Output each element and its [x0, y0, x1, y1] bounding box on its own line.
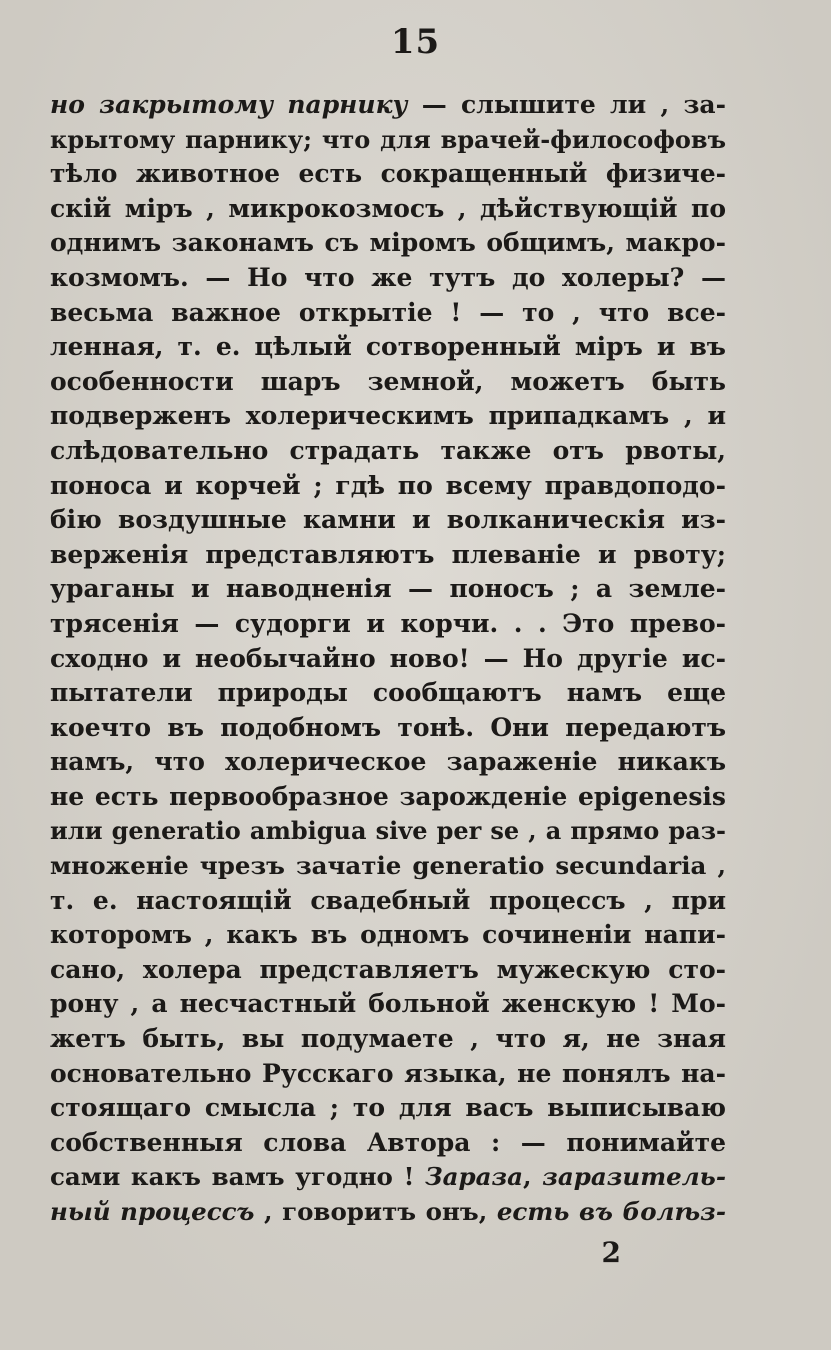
text-line: [50, 192, 726, 227]
text-segment: основательно Русскаго языка, не понялъ на-: [50, 1058, 726, 1088]
text-line: [50, 226, 726, 261]
text-line: [50, 88, 726, 123]
text-segment: скій міръ , микрокозмосъ , дѣйствующій по: [50, 193, 726, 223]
text-segment: — слышите ли , за-: [407, 90, 726, 119]
text-segment: трясенія — судорги и корчи. . . Это прево-: [50, 608, 726, 638]
text-segment: ураганы и наводненія — поносъ ; а земле-: [50, 574, 726, 604]
text-line: [50, 1160, 726, 1195]
text-segment: есть въ болѣз-: [496, 1197, 726, 1226]
text-segment: заразитель-: [542, 1162, 726, 1192]
text-line: [50, 849, 726, 884]
text-line: [50, 157, 726, 192]
text-segment: т. е. настоящій свадебный процессъ , при: [50, 885, 726, 915]
text-line: [50, 953, 726, 988]
text-segment: крытому парнику; что для врачей-философовъ: [50, 124, 726, 154]
text-line: [50, 434, 726, 469]
text-segment: верженія представляютъ плеваніе и рвоту;: [50, 539, 726, 569]
text-line: [50, 296, 726, 331]
text-segment: жетъ быть, вы подумаете , что я, не зная: [50, 1024, 726, 1054]
text-line: [50, 642, 726, 677]
text-segment: или generatio ambigua sive per se , а прямо раз-: [50, 816, 726, 846]
page-number: 15: [390, 22, 441, 62]
text-line: [50, 884, 726, 919]
text-line: [50, 780, 726, 815]
text-line: [50, 123, 726, 158]
text-segment: множеніе чрезъ зачатіе generatio secundaria ,: [50, 851, 726, 881]
text-line: [50, 538, 726, 573]
text-segment: намъ, что холерическое зараженіе никакъ: [50, 747, 726, 777]
text-line: [50, 814, 726, 849]
text-segment: которомъ , какъ въ одномъ сочиненіи напи-: [50, 920, 726, 950]
text-line: [50, 572, 726, 607]
text-line: [50, 987, 726, 1022]
text-line: [50, 365, 726, 400]
text-segment: сами какъ вамъ угодно !: [50, 1162, 425, 1192]
text-segment: коечто въ подобномъ тонѣ. Они передаютъ: [50, 712, 726, 742]
text-segment: сано, холера представляетъ мужескую сто-: [50, 954, 726, 984]
text-line: [50, 676, 726, 711]
text-segment: стоящаго смысла ; то для васъ выписываю: [50, 1093, 726, 1123]
text-segment: ный процессъ: [50, 1197, 255, 1226]
text-segment: не есть первообразное зарожденіе epigenesis: [50, 781, 726, 811]
text-segment: собственныя слова Автора : — понимайте: [50, 1127, 726, 1157]
text-line: [50, 261, 726, 296]
signature-mark: 2: [601, 1236, 621, 1269]
text-segment: особенности шаръ земной, можетъ быть: [50, 366, 726, 396]
text-line: [50, 1057, 726, 1092]
text-line: [50, 399, 726, 434]
text-segment: козмомъ. — Но что же тутъ до холеры? —: [50, 262, 726, 292]
text-line: [50, 1195, 726, 1230]
text-segment: пытатели природы сообщаютъ намъ еще: [50, 678, 726, 708]
text-segment: слѣдовательно страдать также отъ рвоты,: [50, 435, 726, 465]
text-line: [50, 711, 726, 746]
text-segment: бію воздушные камни и волканическія из-: [50, 505, 726, 535]
text-line: [50, 330, 726, 365]
body-text: [50, 88, 726, 1230]
text-line: [50, 1022, 726, 1057]
text-segment: весьма важное открытіе ! — то , что все-: [50, 297, 726, 327]
text-line: [50, 1091, 726, 1126]
text-line: [50, 918, 726, 953]
text-segment: рону , а несчастный больной женскую ! Мо-: [50, 989, 726, 1019]
text-segment: подверженъ холерическимъ припадкамъ , и: [50, 401, 726, 431]
text-segment: ленная, т. е. цѣлый сотворенный міръ и въ: [50, 332, 726, 362]
text-segment: однимъ законамъ съ міромъ общимъ, макро-: [50, 228, 726, 258]
text-segment: ,: [523, 1162, 543, 1192]
text-segment: но закрытому парнику: [50, 90, 408, 119]
text-segment: сходно и необычайно ново! — Но другіе ис-: [50, 643, 726, 673]
text-line: [50, 745, 726, 780]
text-segment: , говоритъ онъ,: [254, 1197, 497, 1226]
text-segment: поноса и корчей ; гдѣ по всему правдоподо-: [50, 470, 726, 500]
text-segment: тѣло животное есть сокращенный физиче-: [50, 159, 726, 189]
text-line: [50, 503, 726, 538]
text-line: [50, 607, 726, 642]
text-line: [50, 1126, 726, 1161]
text-line: [50, 469, 726, 504]
text-segment: Зараза: [424, 1162, 524, 1192]
